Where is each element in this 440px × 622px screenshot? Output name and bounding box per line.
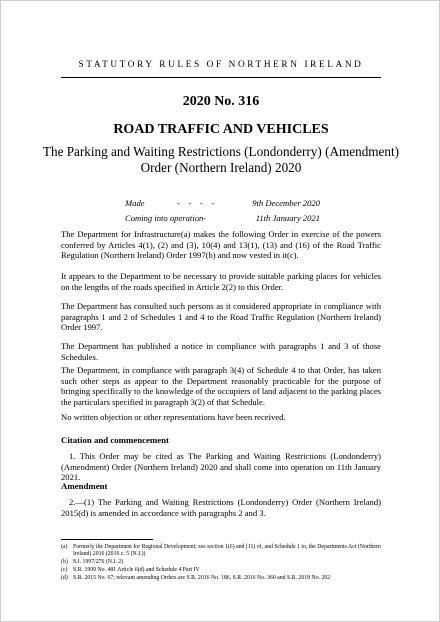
coming-into-operation-label: Coming into operation — [125, 213, 204, 223]
footnote — [61, 544, 381, 558]
amendment-heading: Amendment — [61, 481, 108, 491]
footnote-mark: (b) — [61, 559, 68, 565]
citation-heading: Citation and commencement — [61, 435, 169, 445]
made-leader-dots: - - - - — [177, 198, 215, 208]
coming-into-operation-date: 11th January 2021 — [255, 213, 320, 223]
footnote-text: S.R. 1999 No. 481 Article 6(d) and Schedule 4 Part IV — [73, 567, 200, 573]
footnote-text: S.R. 2015 No. 67; relevant amending Orders are S.R. 2016 No. 186, S.R. 2016 No. 360 and S.R. 2018 No. 202 — [73, 575, 331, 581]
preamble-paragraph: It appears to the Department to be necessary to provide suitable parking places for vehicles on the lengths of the roads specified in Article 2(2) to this Order. — [61, 271, 381, 292]
subject-heading: ROAD TRAFFIC AND VEHICLES — [113, 122, 329, 137]
preamble-paragraph: The Department has consulted such persons as it considered appropriate in compliance with paragraphs 1 and 2 of Schedules 1 and 4 to the Road Traffic Regulation (Northern Ireland) Order 1997. — [61, 301, 381, 333]
footnote-mark: (a) — [61, 544, 68, 550]
footnote — [61, 567, 381, 574]
order-number: 2020 No. 316 — [182, 94, 260, 109]
preamble-paragraph: The Department, in compliance with paragraph 3(4) of Schedule 4 to that Order, has taken such other steps as appear to the Department reasonably practicable for the purpose of bringing specifically to the knowledge of the occupiers of land adjacent to the parking places the particulars specified in paragraph 3(2) of that Schedule. — [61, 365, 381, 408]
order-title: The Parking and Waiting Restrictions (Londonderry) (Amendment) Order (Northern Ireland) 2020 — [42, 144, 400, 175]
coming-leader-dots: - — [203, 213, 206, 223]
citation-paragraph: 1. This Order may be cited as The Parking and Waiting Restrictions (Londonderry) (Amendment) Order (Northern Ireland) 2020 and shall come into operation on 11th January 2021. — [61, 451, 381, 483]
footnote-mark: (c) — [61, 567, 68, 573]
preamble-paragraph: The Department for Infrastructure(a) makes the following Order in exercise of the powers conferred by Articles 4(1), (2) and (3), 10(4) and 13(1), (13) and (16) of the Road Traffic Regulation (Northern Ireland) Order 1997(b) and now vested in it(c). — [61, 229, 381, 261]
made-date: 9th December 2020 — [252, 198, 320, 208]
footnote — [61, 559, 381, 566]
series-heading: STATUTORY RULES OF NORTHERN IRELAND — [78, 60, 364, 70]
footnote-mark: (d) — [61, 575, 68, 581]
preamble-paragraph: The Department has published a notice in compliance with paragraphs 1 and 3 of those Schedules. — [61, 341, 381, 362]
amendment-paragraph: 2.—(1) The Parking and Waiting Restrictions (Londonderry) Order (Northern Ireland) 2015(d) is amended in accordance with paragraphs 2 and 3. — [61, 497, 381, 518]
footnote — [61, 575, 381, 582]
preamble-paragraph: No written objection or other representations have been received. — [61, 412, 286, 422]
dates-values — [252, 196, 320, 226]
dates-leaders — [177, 196, 214, 226]
footnote-rule — [61, 539, 153, 540]
footnote-text: Formerly the Department for Regional Development; see section 1(6) and (11) of, and Schedule 1 to, the Departments Act (Northern Ireland) 2016 (2016 c. 5 (N.I.)) — [73, 544, 381, 557]
footnote-text: S.I. 1997/276 (N.I. 2) — [73, 559, 124, 565]
header-rule — [61, 77, 381, 78]
made-label: Made — [125, 198, 145, 208]
